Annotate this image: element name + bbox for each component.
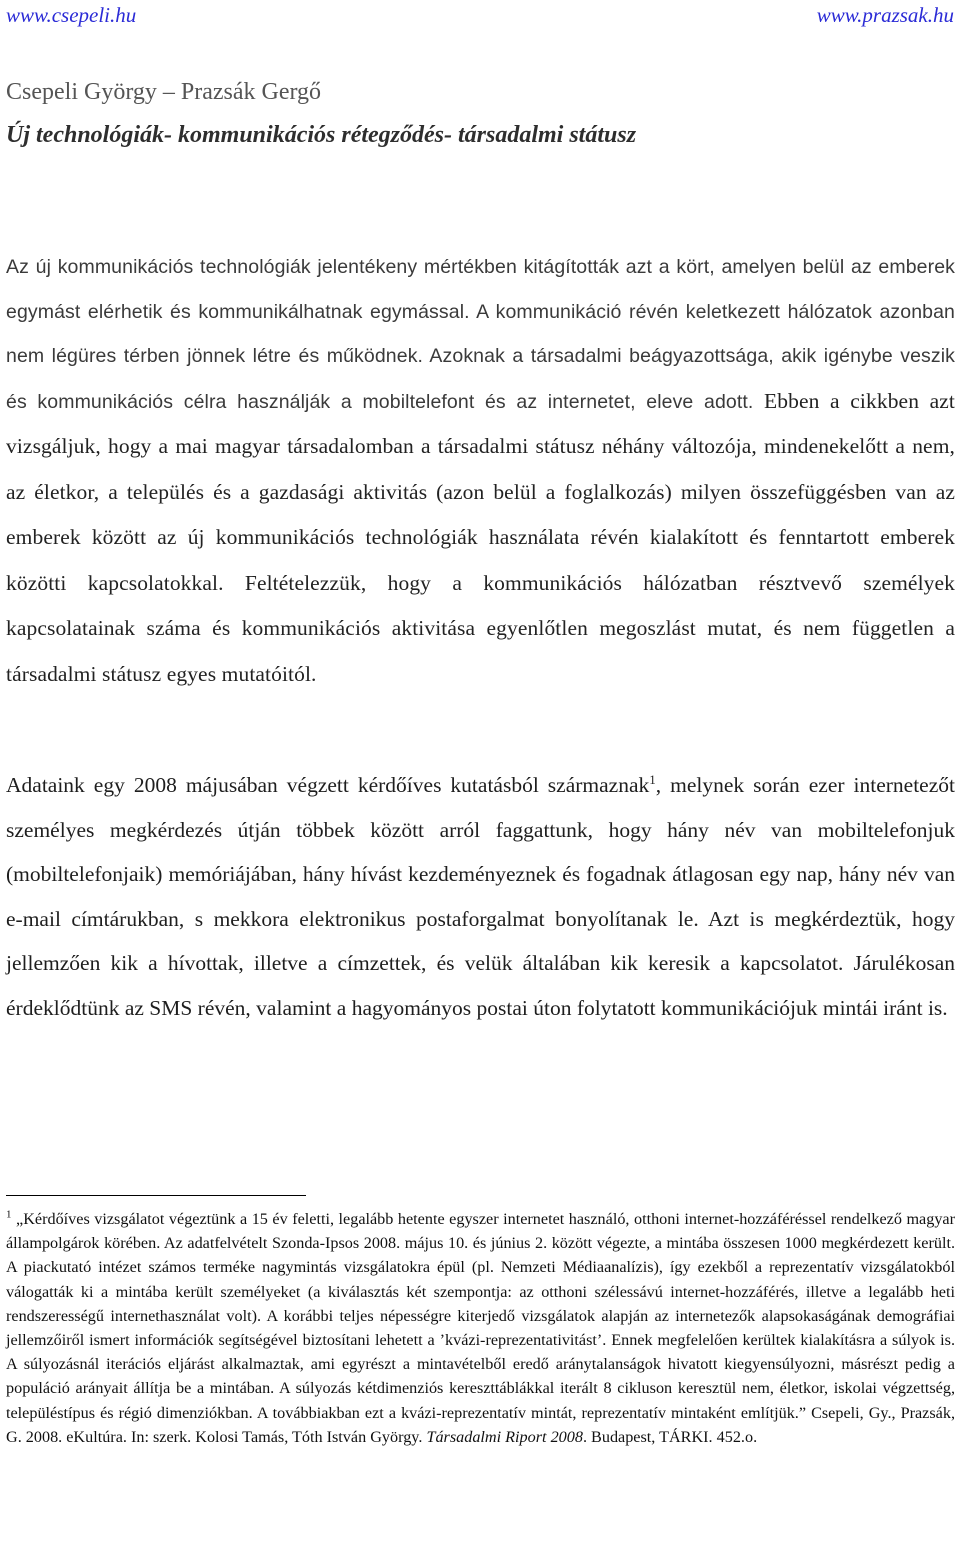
paragraph-intro-sans-part: Az új kommunikációs technológiák jelentékeny mértékben kitágították azt a kört, amelyen belül az emberek egymást elérhetik és kommunikálhatnak egymással. A kommunikáció révén keletkezett hálózatok azonban nem légüres térben jönnek létre és működnek. Azoknak a társadalmi beágyazottsága, akik igénybe veszik és kommunikációs célra használják a mobiltelefont és az internetet, eleve adott. <box>6 256 955 413</box>
footnote-mark: 1 <box>6 1208 12 1221</box>
footnote-text-end: . Budapest, TÁRKI. 452.o. <box>582 1427 758 1446</box>
header-link-prazsak[interactable]: www.prazsak.hu <box>816 3 954 27</box>
article-title: Új technológiák- kommunikációs rétegződés- társadalmi státusz <box>6 122 637 148</box>
footnote-reference[interactable]: 1 <box>649 771 656 787</box>
footnote <box>6 1207 955 1449</box>
paragraph-data <box>6 763 955 1030</box>
footnote-text: „Kérdőíves vizsgálatot végeztünk a 15 év feletti, legalább hetente egyszer internetet használó, otthoni internet-hozzáféréssel rendelkező magyar állampolgárok körében. Az adatfelvételt Szonda-Ipsos 2008. május 10. és június 2. között végezte, a mintába összesen 1000 megkérdezett került. A piackutató intézet számos terméke nagymintás vizsgálatokra épül (pl. Nemzeti Médiaanalízis), így ezekből a reprezentatív vizsgálatokból válogatták ki a mintába került személyeket (a kiválasztás két szempontja: az otthoni szélessávú internet-hozzáférés, illetve a legalább heti rendszerességű internethasználat volt). A korábbi teljes népességre kiterjedő vizsgálatok alapján az internetezők alapsokaságának demográfiai jellemzőiről ismert információk segítségével biztosítani lehetett a ’kvázi-reprezentativitást’. Ennek megfelelően kerültek kialakításra a súlyok is. A súlyozásnál iterációs eljárást alkalmaztak, ami egyrészt a mintavételből eredő aránytalanságok hivatott kiegyensúlyozni, másrészt pedig a populáció arányait állítja be a mintában. A súlyozás kétdimenziós kereszttáblákkal iterált 8 cikluson keresztül nem, életkor, iskolai végzettség, településtípus és régió dimenziókban. A továbbiakban ezt a kvázi-reprezentatív mintát, reprezentatív mintaként említjük.” Csepeli, Gy., Prazsák, G. 2008. eKultúra. In: szerk. Kolosi Tamás, Tóth István György. <box>6 1210 955 1446</box>
footnote-italic-title: Társadalmi Riport 2008 <box>426 1427 583 1446</box>
paragraph-data-text-end: , melynek során ezer internetezőt személyes megkérdezés útján többek között arról faggattunk, hogy hány név van mobiltelefonjuk (mobiltelefonjaik) memóriájában, hány hívást kezdeményeznek és fogadnak átlagosan egy nap, hány név van e-mail címtárukban, s mekkora elektronikus postaforgalmat bonyolítanak le. Azt is megkérdeztük, hogy jellemzően kik a hívottak, illetve a címzettek, és velük általában kik keresik a kapcsolatot. Járulékosan érdeklődtünk az SMS révén, valamint a hagyományos postai úton folytatott kommunikációjuk mintái iránt is. <box>6 773 955 1020</box>
footnote-separator <box>6 1195 306 1196</box>
authors-line: Csepeli György – Prazsák Gergő <box>6 79 322 105</box>
paragraph-intro <box>6 245 955 697</box>
header-link-csepeli[interactable]: www.csepeli.hu <box>6 3 137 27</box>
paragraph-intro-serif-part: Ebben a cikkben azt vizsgáljuk, hogy a mai magyar társadalomban a társadalmi státusz néhány változója, mindenekelőtt a nem, az életkor, a település és a gazdasági aktivitás (azon belül a foglalkozás) milyen összefüggésben van az emberek között az új kommunikációs technológiák használata révén kialakított és fenntartott emberek közötti kapcsolatokkal. Feltételezzük, hogy a kommunikációs hálózatban résztvevő személyek kapcsolatainak száma és kommunikációs aktivitása egyenlőtlen megoszlást mutat, és nem független a társadalmi státusz egyes mutatóitól. <box>6 388 955 686</box>
paragraph-data-text-start: Adataink egy 2008 májusában végzett kérdőíves kutatásból származnak <box>6 773 650 797</box>
